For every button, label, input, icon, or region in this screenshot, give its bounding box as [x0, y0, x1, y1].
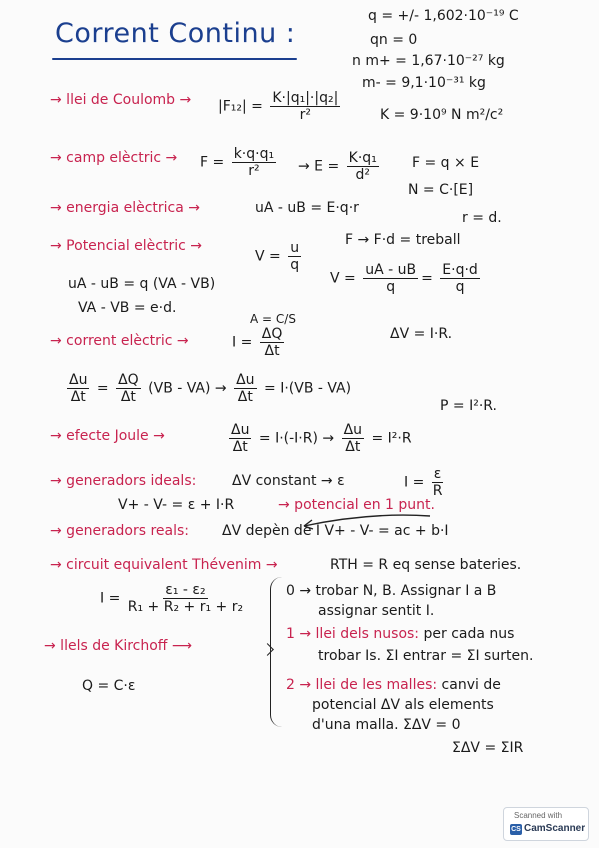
camp-f-fraction: [232, 146, 276, 179]
kirchoff-i-numerator: ε₁ - ε₂: [165, 582, 206, 598]
heading-energia-electrica: → energia elèctrica →: [50, 200, 201, 216]
potencial-v-lhs: V =: [255, 248, 286, 265]
potencial-v3-lhs: =: [421, 270, 438, 287]
bracket: [270, 577, 285, 727]
power-l2-numerator: ΔQ: [118, 372, 139, 388]
step1-heading: 1 → llei dels nusos:: [286, 626, 420, 642]
step0-line1: 0 → trobar N, B. Assignar I a B: [286, 583, 497, 599]
heading-efecte-joule: → efecte Joule →: [50, 428, 165, 444]
joule-end: = I²·R: [371, 430, 412, 447]
step2-line1: [286, 677, 501, 693]
potencial-v3-numerator: E·q·d: [442, 262, 478, 278]
coulomb-fraction: [270, 90, 340, 123]
formula-vplus-vminus: V+ - V- = ε + I·R: [118, 497, 235, 513]
step0-line2: assignar sentit I.: [318, 603, 435, 619]
camp-e-numerator: K·q₁: [348, 150, 377, 166]
potencial-v-fraction: [288, 240, 301, 273]
page-title: Corrent Continu :: [55, 18, 296, 49]
step2-line4: ΣΔV = ΣIR: [452, 740, 524, 756]
step2-line2: potencial ΔV als elements: [312, 697, 494, 713]
kirchoff-i-lhs: I =: [100, 590, 125, 607]
heading-corrent-electric: → corrent elèctric →: [50, 333, 189, 349]
heading-generadors-ideals: → generadors ideals:: [50, 473, 197, 489]
power-l3-numerator: Δu: [236, 372, 255, 388]
potencial-v2-denominator: q: [386, 279, 396, 295]
ideal-i-fraction: [432, 466, 444, 499]
step1-line1: [286, 626, 514, 642]
camp-e-fraction: [347, 150, 379, 183]
corrent-i-denominator: Δt: [264, 343, 280, 359]
camscanner-badge: [503, 807, 589, 841]
formula-n-ce: N = C·[E]: [408, 182, 474, 198]
joule-l2-numerator: Δu: [343, 422, 363, 438]
heading-lleis-kirchoff: → llels de Kirchoff ⟶: [44, 638, 192, 654]
coulomb-denominator: r²: [299, 107, 311, 123]
potencial-v-denominator: q: [290, 257, 300, 273]
potencial-v-numerator: u: [290, 240, 300, 256]
formula-camp-force: [200, 146, 279, 179]
formula-r-d: r = d.: [462, 210, 502, 226]
formula-potencial-v2: [330, 262, 483, 295]
potencial-v2-lhs: V =: [330, 270, 361, 287]
formula-kirchoff-current: [100, 582, 246, 615]
step1-rest: per cada nus: [419, 626, 515, 642]
constant-electron-mass: m- = 9,1·10⁻³¹ kg: [362, 75, 486, 91]
power-l2-fraction: [116, 372, 141, 405]
coulomb-numerator: K·|q₁|·|q₂|: [272, 90, 339, 106]
note-potencial-punt: → potencial en 1 punt.: [278, 497, 435, 513]
heading-potencial-electric: → Potencial elèctric →: [50, 238, 202, 254]
text-generadors-reals: ΔV depèn de I V+ - V- = ac + b·I: [222, 523, 449, 539]
kirchoff-i-fraction: [128, 582, 243, 615]
formula-power-p: P = I²·R.: [440, 398, 497, 414]
ideal-i-numerator: ε: [433, 466, 442, 482]
corrent-i-numerator: ΔQ: [261, 326, 283, 342]
formula-ua-ub: uA - uB = q (VA - VB): [68, 276, 216, 292]
power-l1-denominator: Δt: [70, 389, 86, 405]
camp-e-lhs: → E =: [298, 158, 344, 175]
heading-generadors-reals: → generadors reals:: [50, 523, 189, 539]
formula-coulomb: [218, 90, 343, 123]
power-l1-fraction: [67, 372, 89, 405]
formula-power-derivation: [64, 372, 351, 405]
constant-proton-mass: n m+ = 1,67·10⁻²⁷ kg: [352, 53, 505, 69]
step1-line2: trobar Is. ΣI entrar = ΣI surten.: [318, 648, 534, 664]
power-rest2: = I·(VB - VA): [264, 380, 352, 397]
camp-e-denominator: d²: [355, 167, 370, 183]
constant-neutron-charge: qn = 0: [370, 32, 418, 48]
corrent-i-fraction: [260, 326, 285, 359]
text-thevenin: RTH = R eq sense bateries.: [330, 557, 522, 573]
formula-capacitor: Q = C·ε: [82, 678, 136, 694]
joule-l2-fraction: [342, 422, 364, 455]
formula-camp-e: [298, 150, 382, 183]
power-equals: =: [96, 380, 109, 397]
formula-corrent-i: [232, 326, 287, 359]
corrent-i-lhs: I =: [232, 334, 257, 351]
potencial-v3-fraction: [440, 262, 480, 295]
title-underline: [52, 58, 297, 60]
constant-charge: q = +/- 1,602·10⁻¹⁹ C: [368, 8, 519, 24]
power-l2-denominator: Δt: [120, 389, 136, 405]
camscanner-text: CamScanner: [524, 823, 586, 834]
formula-ohm: ΔV = I·R.: [390, 326, 453, 342]
formula-joule: [226, 422, 412, 455]
power-l1-numerator: Δu: [69, 372, 88, 388]
kirchoff-i-denominator: R₁ + R₂ + r₁ + r₂: [127, 599, 244, 615]
camp-f-numerator: k·q·q₁: [233, 146, 275, 162]
heading-thevenin: → circuit equivalent Thévenim →: [50, 557, 278, 573]
potencial-v3-denominator: q: [455, 279, 465, 295]
potencial-v2-fraction: [363, 262, 418, 295]
step2-heading: 2 → llei de les malles:: [286, 677, 438, 693]
coulomb-lhs: |F₁₂| =: [218, 98, 268, 115]
power-rest: (VB - VA) →: [148, 380, 227, 397]
camp-f-denominator: r²: [248, 163, 260, 179]
joule-l2-denominator: Δt: [345, 439, 361, 455]
formula-energia: uA - uB = E·q·r: [255, 200, 359, 216]
formula-va-vb: VA - VB = e·d.: [78, 300, 177, 316]
joule-l1-numerator: Δu: [231, 422, 250, 438]
ideal-i-lhs: I =: [404, 474, 429, 491]
camscanner-logo-icon: CS: [511, 826, 521, 833]
joule-mid: = I·(-I·R) →: [258, 430, 335, 447]
heading-camp-electric: → camp elèctric →: [50, 150, 178, 166]
constant-k: K = 9·10⁹ N m²/c²: [380, 107, 504, 123]
formula-potencial-v: [255, 240, 304, 273]
step2-rest: canvi de: [437, 677, 501, 693]
text-generadors-ideals: ΔV constant → ε: [232, 473, 345, 489]
heading-coulomb: → llei de Coulomb →: [50, 92, 192, 108]
formula-i-eps-r: [404, 466, 446, 499]
joule-l1-denominator: Δt: [232, 439, 248, 455]
joule-l1-fraction: [229, 422, 251, 455]
curved-arrow-icon: [290, 512, 440, 534]
formula-f-qe: F = q × E: [412, 155, 480, 171]
formula-treball: F → F·d = treball: [345, 232, 461, 248]
potencial-v2-numerator: uA - uB: [365, 262, 417, 278]
ideal-i-denominator: R: [432, 483, 443, 499]
camp-f-lhs: F =: [200, 154, 229, 171]
scanned-with-text: Scanned with: [514, 811, 563, 820]
unit-ampere: A = C/S: [250, 312, 296, 326]
power-l3-denominator: Δt: [237, 389, 253, 405]
power-l3-fraction: [234, 372, 256, 405]
step2-line3: d'una malla. ΣΔV = 0: [312, 717, 461, 733]
